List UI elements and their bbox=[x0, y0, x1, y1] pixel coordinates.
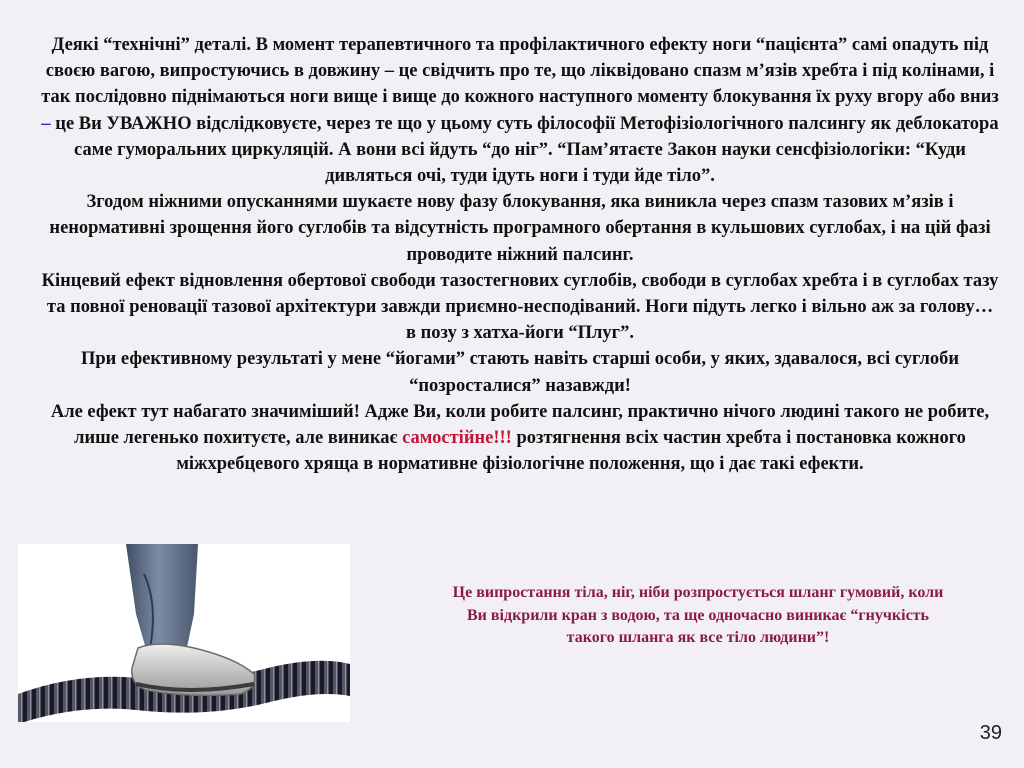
page-number: 39 bbox=[979, 722, 1002, 744]
hose-foot-photo bbox=[18, 544, 350, 722]
main-text-block bbox=[40, 32, 1000, 477]
paragraph-5-text-end: розтягнення всіх частин хребта і постановка кожного міжхребцевого хряща в нормативне фізіологічне положення, що і дає такі ефекти. bbox=[176, 428, 966, 475]
hose-foot-illustration bbox=[18, 544, 350, 722]
paragraph-2: Згодом ніжними опусканнями шукаєте нову фазу блокування, яка виникла через спазм тазових м’язів і ненормативні зрощення його суглобів та відсутність програмного обертання в кульшових суглобах, і на цій фазі проводите ніжний палсинг. bbox=[49, 192, 991, 265]
callout-text: Це випростання тіла, ніг, ніби розпростується шланг гумовий, коли Ви відкрили кран з водою, та ще одночасно виникає “гнучкість такого шланга як все тіло людини”! bbox=[452, 584, 944, 646]
paragraph-5-text-start: Але ефект тут набагато значиміший! Адже Ви, коли робите палсинг, практично нічого людині такого не робите, лише легенько похитуєте, але виникає bbox=[50, 401, 990, 449]
paragraph-1-text-end: це Ви УВАЖНО відслідковуєте, через те що у цьому суть філософії Метофізіологічного палсингу як деблокатора саме гуморальних циркуляцій. А вони всі йдуть “до ніг”. “Пам’ятаєте Закон науки сенсфізіологіки: “Куди дивляться очі, туди ідуть ноги і туди йде тіло”. bbox=[50, 113, 999, 187]
highlight-samostiine: самостійне!!! bbox=[402, 428, 512, 449]
paragraph-4: При ефективному результаті у мене “йогами” стають навіть старші особи, у яких, здавалося, всі суглоби “позросталися” назавжди! bbox=[80, 349, 960, 396]
paragraph-1-text-start: Деякі “технічні” деталі. В момент терапевтичного та профілактичного ефекту ноги “пацієнта” самі опадуть під своєю вагою, випростуючись в довжину – це свідчить про те, що ліквідовано спазм м’язів хребта і під колінами, і так послідовно піднімаються ноги вище і вище до кожного наступного моменту блокування їх руху вгору або вниз bbox=[41, 35, 999, 108]
paragraph-3: Кінцевий ефект відновлення обертової свободи тазостегнових суглобів, свободи в суглобах хребта і в суглобах тазу та повної реновації тазової архітектури завжди приємно-несподіваний. Ноги підуть легко і вільно аж за голову… в позу з хатха-йоги “Плуг”. bbox=[41, 270, 999, 344]
paragraph-5 bbox=[40, 399, 1000, 478]
blue-dash: – bbox=[41, 113, 51, 134]
paragraph-1 bbox=[40, 32, 1000, 189]
